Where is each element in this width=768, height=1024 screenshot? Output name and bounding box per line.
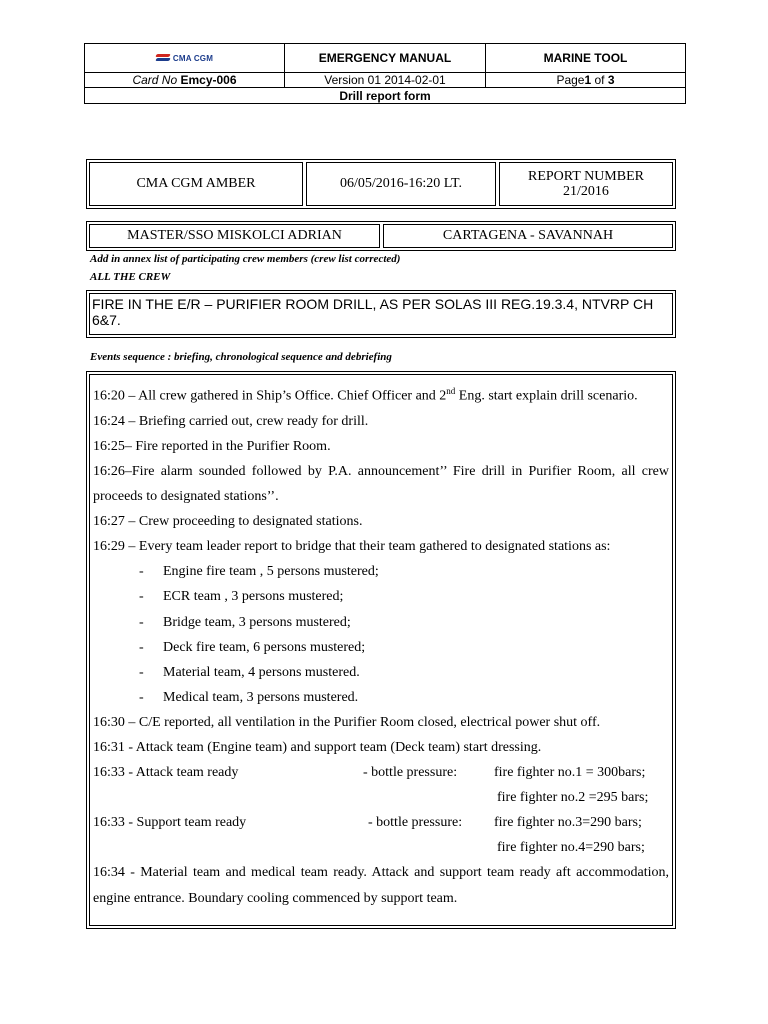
event-1633-support-ff4: fire fighter no.4=290 bars; — [497, 840, 645, 856]
events-box — [86, 371, 676, 929]
crew-instruction: Add in annex list of participating crew members (crew list corrected) — [90, 253, 401, 265]
event-1631: 16:31 - Attack team (Engine team) and support team (Deck team) start dressing. — [93, 739, 542, 755]
report-info-box — [86, 159, 676, 209]
team-bridge: - Bridge team, 3 persons mustered; — [139, 614, 351, 630]
master-route-box — [86, 221, 676, 251]
event-1627: 16:27 – Crew proceeding to designated stations. — [93, 514, 363, 530]
event-1633-support: 16:33 - Support team ready - bottle pressure: fire fighter no.3=290 bars; — [93, 815, 642, 831]
event-1633-attack-ff2: fire fighter no.2 =295 bars; — [497, 790, 649, 806]
event-1626: 16:26–Fire alarm sounded followed by P.A. announcement’’ Fire drill in Purifier Room, all crew proceeds to designated stations’’. — [93, 463, 669, 505]
voyage-route: CARTAGENA - SAVANNAH — [383, 224, 673, 248]
vessel-name: CMA CGM AMBER — [89, 162, 303, 206]
manual-title: EMERGENCY MANUAL — [285, 44, 486, 72]
team-material: - Material team, 4 persons mustered. — [139, 664, 360, 680]
drill-description-box — [86, 290, 676, 338]
company-logo: CMA CGM — [156, 54, 213, 63]
event-1633-attack: 16:33 - Attack team ready - bottle pressure: fire fighter no.1 = 300bars; — [93, 765, 646, 781]
event-1629: 16:29 – Every team leader report to bridge that their team gathered to designated stations as: — [93, 539, 611, 555]
report-number: REPORT NUMBER 21/2016 — [499, 162, 673, 206]
form-title: Drill report form — [339, 88, 431, 103]
manual-section: MARINE TOOL — [543, 51, 628, 65]
team-deck-fire: - Deck fire team, 6 persons mustered; — [139, 639, 366, 655]
logo-mark-icon — [156, 54, 170, 62]
page-number: Page 1 of 3 — [556, 73, 615, 87]
event-1625: 16:25– Fire reported in the Purifier Room. — [93, 438, 331, 454]
report-datetime: 06/05/2016-16:20 LT. — [306, 162, 496, 206]
event-1620: 16:20 – All crew gathered in Ship’s Office. Chief Officer and 2nd Eng. start explain drill scenario. — [93, 386, 638, 404]
events-list — [89, 374, 673, 926]
event-1634: 16:34 - Material team and medical team ready. Attack and support team ready aft accommodation, engine entrance. Boundary cooling commenced by support team. — [93, 865, 669, 906]
master-name: MASTER/SSO MISKOLCI ADRIAN — [89, 224, 380, 248]
document-header — [84, 43, 686, 104]
event-1624: 16:24 – Briefing carried out, crew ready for drill. — [93, 413, 369, 429]
team-engine-fire: - Engine fire team , 5 persons mustered; — [139, 564, 379, 580]
drill-description: FIRE IN THE E/R – PURIFIER ROOM DRILL, AS PER SOLAS III REG.19.3.4, NTVRP CH 6&7. — [89, 293, 673, 335]
events-heading: Events sequence : briefing, chronological sequence and debriefing — [90, 351, 392, 363]
crew-value: ALL THE CREW — [90, 271, 171, 283]
team-ecr: - ECR team , 3 persons mustered; — [139, 589, 344, 605]
event-1630: 16:30 – C/E reported, all ventilation in the Purifier Room closed, electrical power shut off. — [93, 714, 601, 730]
team-medical: - Medical team, 3 persons mustered. — [139, 689, 359, 705]
version: Version 01 2014-02-01 — [285, 73, 486, 87]
logo-cell — [85, 44, 285, 72]
card-number: Card No Emcy-006 — [85, 73, 285, 87]
